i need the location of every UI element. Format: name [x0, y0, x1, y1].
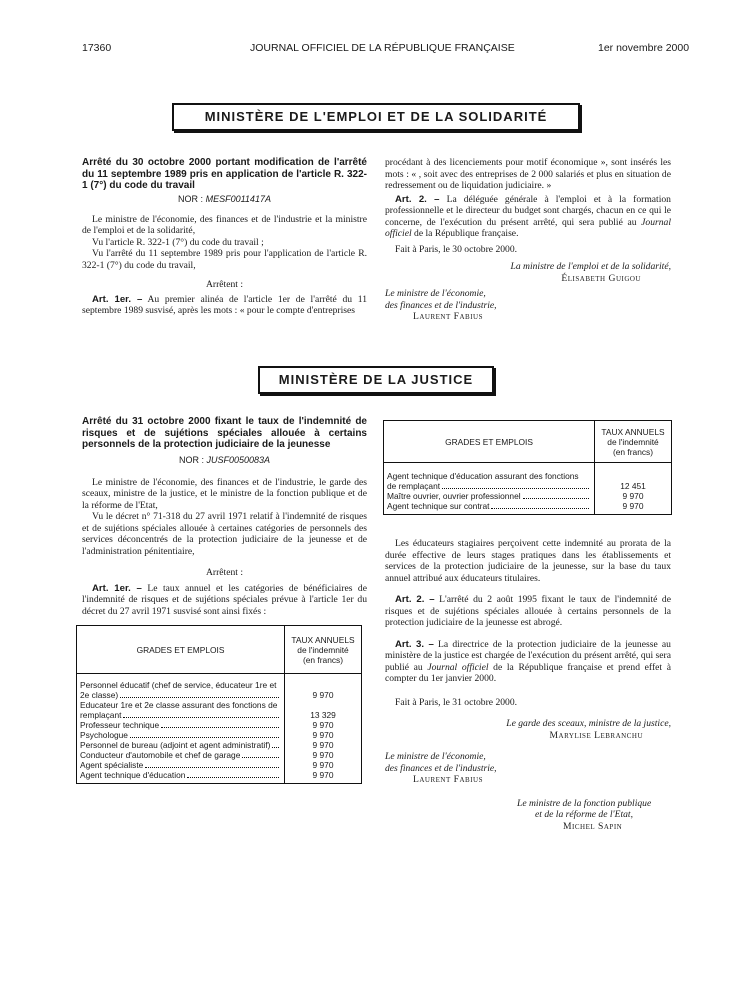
article-1: Art. 1er. – Au premier alinéa de l'article 1er de l'arrêté du 11 septembre 1989 susvisé, après les mots : « pour le compte d'entreprises	[82, 293, 367, 316]
indemnity-table-1	[76, 625, 362, 784]
article-3: Art. 3. – La directrice de la protection judiciaire de la jeunesse au ministère de la justice est chargée de l'exécution du présent arrêté, qui sera publié au Journal officiel de la République française et prend effet à compter du 1er janvier 2000.	[385, 638, 671, 684]
table-row: Psychologue 9 970	[77, 730, 362, 740]
table-row: Agent spécialiste 9 970	[77, 760, 362, 770]
table-row: Personnel éducatif (chef de service, éducateur 1re et 2e classe) 9 970	[77, 680, 362, 700]
table-row: Personnel de bureau (adjoint et agent administratif) 9 970	[77, 740, 362, 750]
decree-emploi-right	[385, 157, 671, 323]
table-row: Educateur 1re et 2e classe assurant des fonctions de remplaçant 13 329	[77, 700, 362, 720]
table-header: GRADES ET EMPLOIS	[77, 626, 285, 674]
table-row: Agent technique d'éducation 9 970	[77, 770, 362, 784]
preamble: Le ministre de l'économie, des finances et de l'industrie et la ministre de l'emploi et de la solidarité,	[82, 213, 367, 236]
table-header-rate: TAUX ANNUELS de l'indemnité (en francs)	[285, 626, 362, 674]
nor-reference: NOR : JUSF0050083A	[178, 454, 271, 465]
table-header-rate: TAUX ANNUELS de l'indemnité (en francs)	[595, 421, 672, 463]
decree-justice-right	[385, 538, 671, 832]
table-row: Agent technique sur contrat 9 970	[384, 501, 672, 515]
decree-emploi-left	[82, 157, 367, 317]
signatory-role: Le ministre de l'économie,	[385, 751, 486, 762]
visa: Vu le décret n° 71-318 du 27 avril 1971 relatif à l'indemnité de risques et de sujétions spéciales allouée à certaines catégories de personnels des services déconcentrés de la protection judiciaire de la jeunesse et de l'administration pénitentiaire,	[82, 511, 367, 557]
signatory-name: Laurent Fabius	[413, 774, 483, 785]
signatory-name: Michel Sapin	[563, 820, 623, 832]
decree-justice-left	[82, 416, 367, 617]
preamble: Le ministre de l'économie, des finances et de l'industrie, le garde des sceaux, ministre de la justice, et le ministre de la fonction publique et de la réforme de l'Etat,	[82, 476, 367, 511]
signatory-name: Marylise Lebranchu	[549, 729, 643, 741]
visa: Vu l'arrêté du 11 septembre 1989 pris pour l'application de l'article R. 322-1 (7°) du code du travail,	[82, 248, 367, 271]
article-1: Art. 1er. – Le taux annuel et les catégories de bénéficiaires de l'indemnité de risques et de sujétions spéciales prévue à l'article 1er du décret du 27 avril 1971 susvisé sont ainsi fixés :	[82, 582, 367, 617]
arretent-label: Arrêtent :	[205, 279, 244, 290]
table-row: Agent technique d'éducation assurant des fonctions de remplaçant 12 451	[384, 471, 672, 491]
signatory-role: Le garde des sceaux, ministre de la justice,	[506, 718, 671, 729]
table-header: GRADES ET EMPLOIS	[384, 421, 595, 463]
table-row: Maître ouvrier, ouvrier professionnel 9 970	[384, 491, 672, 501]
signatory-name: Laurent Fabius	[413, 311, 483, 322]
decree-title: Arrêté du 30 octobre 2000 portant modification de l'arrêté du 11 septembre 1989 pris en application de l'article R. 322-1 (7°) du code du travail	[82, 157, 367, 191]
arretent-label: Arrêtent :	[205, 567, 244, 578]
signatory-role: et de la réforme de l'Etat,	[535, 809, 633, 820]
signatory-role: Le ministre de la fonction publique	[517, 797, 652, 809]
done-at: Fait à Paris, le 31 octobre 2000.	[395, 696, 518, 708]
page-number: 17360	[82, 42, 112, 54]
journal-title: JOURNAL OFFICIEL DE LA RÉPUBLIQUE FRANÇAISE	[250, 42, 515, 54]
trainee-paragraph: Les éducateurs stagiaires perçoivent cette indemnité au prorata de la durée effective de leurs stages pratiques dans les établissements et services de la protection judiciaire de la jeunesse, sur la base du taux annuel attribué aux éducateurs titulaires.	[385, 538, 671, 584]
table-row: Conducteur d'automobile et chef de garage 9 970	[77, 750, 362, 760]
nor-reference: NOR : MESF0011417A	[178, 193, 271, 204]
decree-title: Arrêté du 31 octobre 2000 fixant le taux de l'indemnité de risques et de sujétions spéciales allouée à certains personnels de la protection judiciaire de la jeunesse	[82, 416, 367, 450]
indemnity-table-2	[383, 420, 672, 515]
article-2: Art. 2. – L'arrêté du 2 août 1995 fixant le taux de l'indemnité de risques et de sujétions spéciales allouée à certains personnels de la protection judiciaire de la jeunesse est abrogé.	[385, 594, 671, 628]
signatory-role: des finances et de l'industrie,	[385, 299, 497, 311]
signatory-role: La ministre de l'emploi et de la solidarité,	[510, 261, 671, 272]
signatory-role: Le ministre de l'économie,	[385, 288, 486, 299]
article-2: Art. 2. – La déléguée générale à l'emploi et à la formation professionnelle et le directeur du budget sont chargés, chacun en ce qui le concerne, de l'exécution du présent arrêté, qui sera publié au Journal officiel de la République française.	[385, 193, 672, 239]
signatory-role: des finances et de l'industrie,	[385, 762, 497, 774]
article-1-continued: procédant à des licenciements pour motif économique », sont insérés les mots : « , soit avec des entreprises de 2 000 salariés et plus en situation de redressement ou de liquidation judiciaire. »	[385, 157, 671, 191]
ministry-heading-justice: MINISTÈRE DE LA JUSTICE	[258, 366, 494, 394]
ministry-heading-emploi: MINISTÈRE DE L'EMPLOI ET DE LA SOLIDARITÉ	[172, 103, 580, 131]
visa: Vu l'article R. 322-1 (7°) du code du travail ;	[92, 236, 264, 248]
done-at: Fait à Paris, le 30 octobre 2000.	[395, 243, 518, 255]
signatory-name: Élisabeth Guigou	[561, 272, 641, 284]
issue-date: 1er novembre 2000	[598, 42, 690, 54]
table-row: Professeur technique 9 970	[77, 720, 362, 730]
